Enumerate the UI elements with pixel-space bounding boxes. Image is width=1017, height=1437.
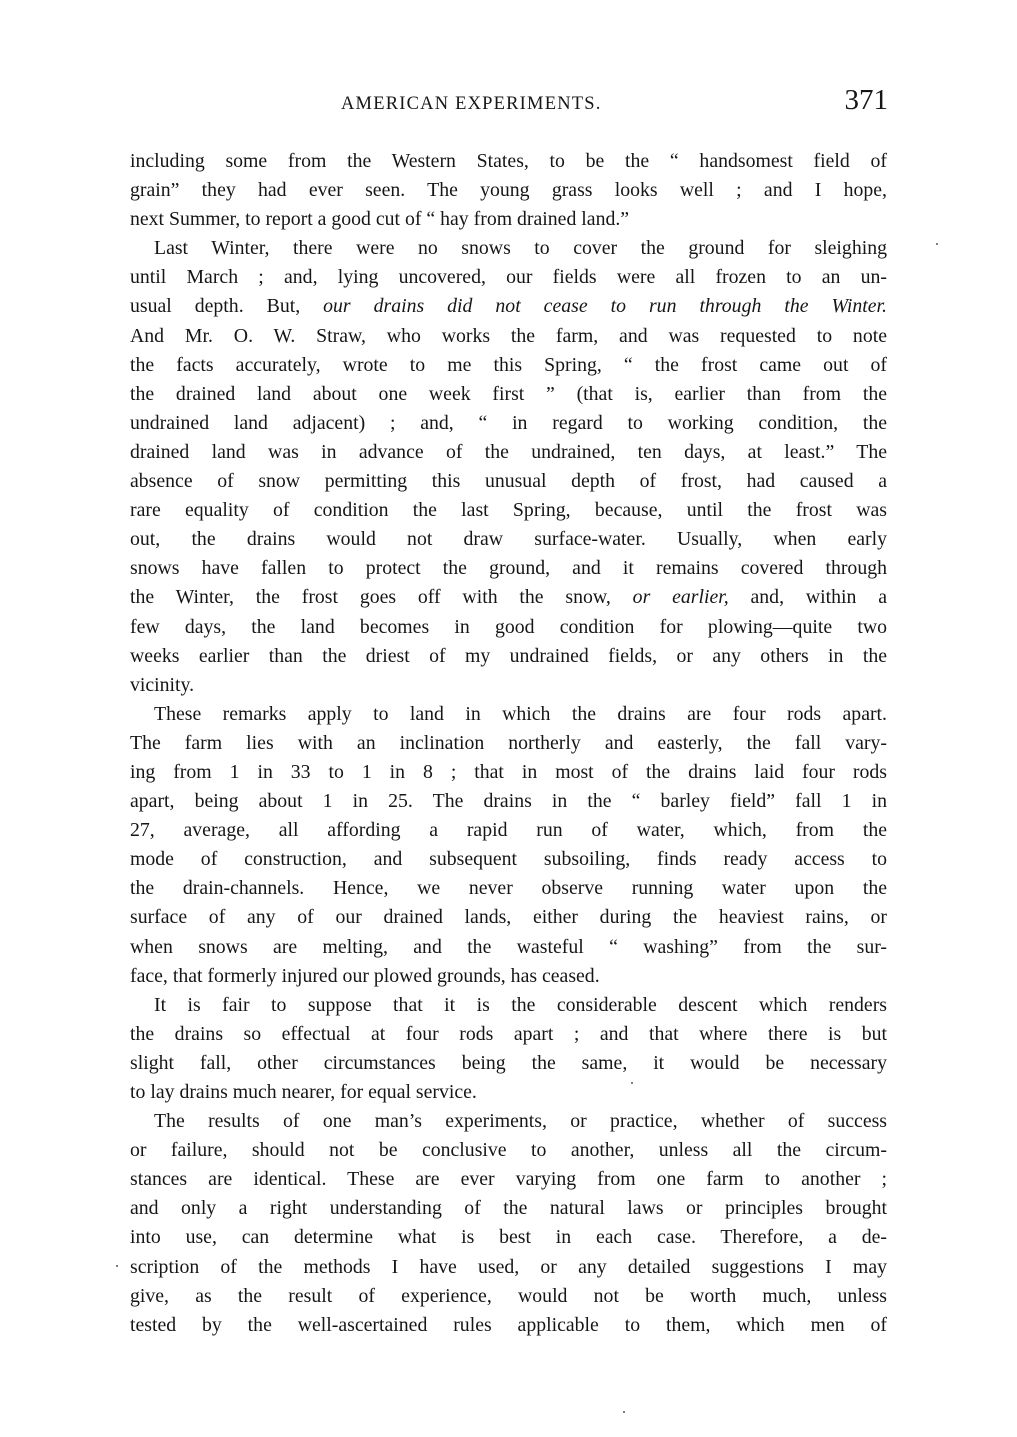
text-line: snows have fallen to protect the ground, and it remains covered through bbox=[130, 557, 887, 580]
text-run: and, within a bbox=[728, 586, 888, 609]
text-line: Last Winter, there were no snows to cover the ground for sleighing bbox=[154, 237, 887, 260]
text-line: next Summer, to report a good cut of “ hay from drained land.” bbox=[130, 208, 630, 231]
text-line: or failure, should not be conclusive to another, unless all the circum- bbox=[130, 1139, 887, 1162]
text-line: scription of the methods I have used, or any detailed suggestions I may bbox=[130, 1255, 887, 1278]
text-line: apart, being about 1 in 25. The drains in the “ barley field” fall 1 in bbox=[130, 790, 887, 813]
text-run: the Winter, the frost goes off with the snow, bbox=[130, 586, 633, 609]
text-line: face, that formerly injured our plowed grounds, has ceased. bbox=[130, 964, 600, 987]
paragraph-1 bbox=[130, 147, 887, 234]
text-line: ing from 1 in 33 to 1 in 8 ; that in most of the drains laid four rods bbox=[130, 760, 887, 783]
scan-speck bbox=[936, 243, 938, 245]
text-line: weeks earlier than the driest of my undrained fields, or any others in the bbox=[130, 644, 887, 667]
text-line: the drain-channels. Hence, we never observe running water upon the bbox=[130, 877, 887, 900]
text-line: few days, the land becomes in good condition for plowing—quite two bbox=[130, 615, 887, 638]
text-line: give, as the result of experience, would not be worth much, unless bbox=[130, 1284, 887, 1307]
text-run: usual depth. But, bbox=[130, 295, 324, 318]
paragraph-3 bbox=[130, 700, 887, 991]
text-line: stances are identical. These are ever varying from one farm to another ; bbox=[130, 1168, 887, 1191]
text-line: slight fall, other circumstances being the same, it would be necessary bbox=[130, 1051, 887, 1074]
text-line: vicinity. bbox=[130, 673, 195, 696]
page-number: 371 bbox=[844, 84, 888, 116]
paragraph-5 bbox=[130, 1107, 887, 1340]
text-line: rare equality of condition the last Spring, because, until the frost was bbox=[130, 499, 887, 522]
text-line: It is fair to suppose that it is the considerable descent which renders bbox=[154, 993, 887, 1016]
scan-speck bbox=[631, 1082, 633, 1084]
text-line: out, the drains would not draw surface-water. Usually, when early bbox=[130, 528, 887, 551]
scan-speck bbox=[116, 1265, 118, 1267]
text-line: tested by the well-ascertained rules applicable to them, which men of bbox=[130, 1313, 887, 1336]
text-line: These remarks apply to land in which the drains are four rods apart. bbox=[154, 702, 887, 725]
text-line: The farm lies with an inclination northerly and easterly, the fall vary- bbox=[130, 731, 887, 754]
text-line: undrained land adjacent) ; and, “ in regard to working condition, the bbox=[130, 411, 887, 434]
text-line: into use, can determine what is best in each case. Therefore, a de- bbox=[130, 1226, 887, 1249]
text-line: The results of one man’s experiments, or practice, whether of success bbox=[154, 1110, 887, 1133]
text-line: grain” they had ever seen. The young grass looks well ; and I hope, bbox=[130, 179, 887, 202]
text-line: absence of snow permitting this unusual depth of frost, had caused a bbox=[130, 470, 887, 493]
text-line: including some from the Western States, to be the “ handsomest field of bbox=[130, 150, 887, 172]
running-head bbox=[130, 84, 888, 124]
scan-speck bbox=[623, 1411, 625, 1413]
italic-phrase: or earlier, bbox=[632, 586, 729, 609]
text-line: surface of any of our drained lands, either during the heaviest rains, or bbox=[130, 906, 887, 929]
paragraph-4 bbox=[130, 991, 887, 1107]
body-text bbox=[130, 147, 887, 1340]
text-line: the drains so effectual at four rods apart ; and that where there is but bbox=[130, 1022, 887, 1045]
text-line bbox=[130, 583, 887, 612]
text-line: when snows are melting, and the wasteful “ washing” from the sur- bbox=[130, 935, 887, 958]
text-line: until March ; and, lying uncovered, our fields were all frozen to an un- bbox=[130, 266, 887, 289]
running-title: AMERICAN EXPERIMENTS. bbox=[341, 94, 602, 114]
text-line: and only a right understanding of the natural laws or principles brought bbox=[130, 1197, 887, 1220]
text-line: And Mr. O. W. Straw, who works the farm, and was requested to note bbox=[130, 324, 887, 347]
text-line bbox=[130, 292, 887, 321]
text-line: 27, average, all affording a rapid run of water, which, from the bbox=[130, 819, 887, 842]
italic-phrase: our drains did not cease to run through the Winter. bbox=[323, 295, 887, 318]
paragraph-2 bbox=[130, 234, 887, 700]
text-line: the drained land about one week first ” (that is, earlier than from the bbox=[130, 382, 887, 405]
text-line: mode of construction, and subsequent subsoiling, finds ready access to bbox=[130, 848, 887, 871]
text-line: the facts accurately, wrote to me this Spring, “ the frost came out of bbox=[130, 353, 887, 376]
text-line: to lay drains much nearer, for equal service. bbox=[130, 1081, 477, 1103]
text-line: drained land was in advance of the undrained, ten days, at least.” The bbox=[130, 440, 887, 463]
